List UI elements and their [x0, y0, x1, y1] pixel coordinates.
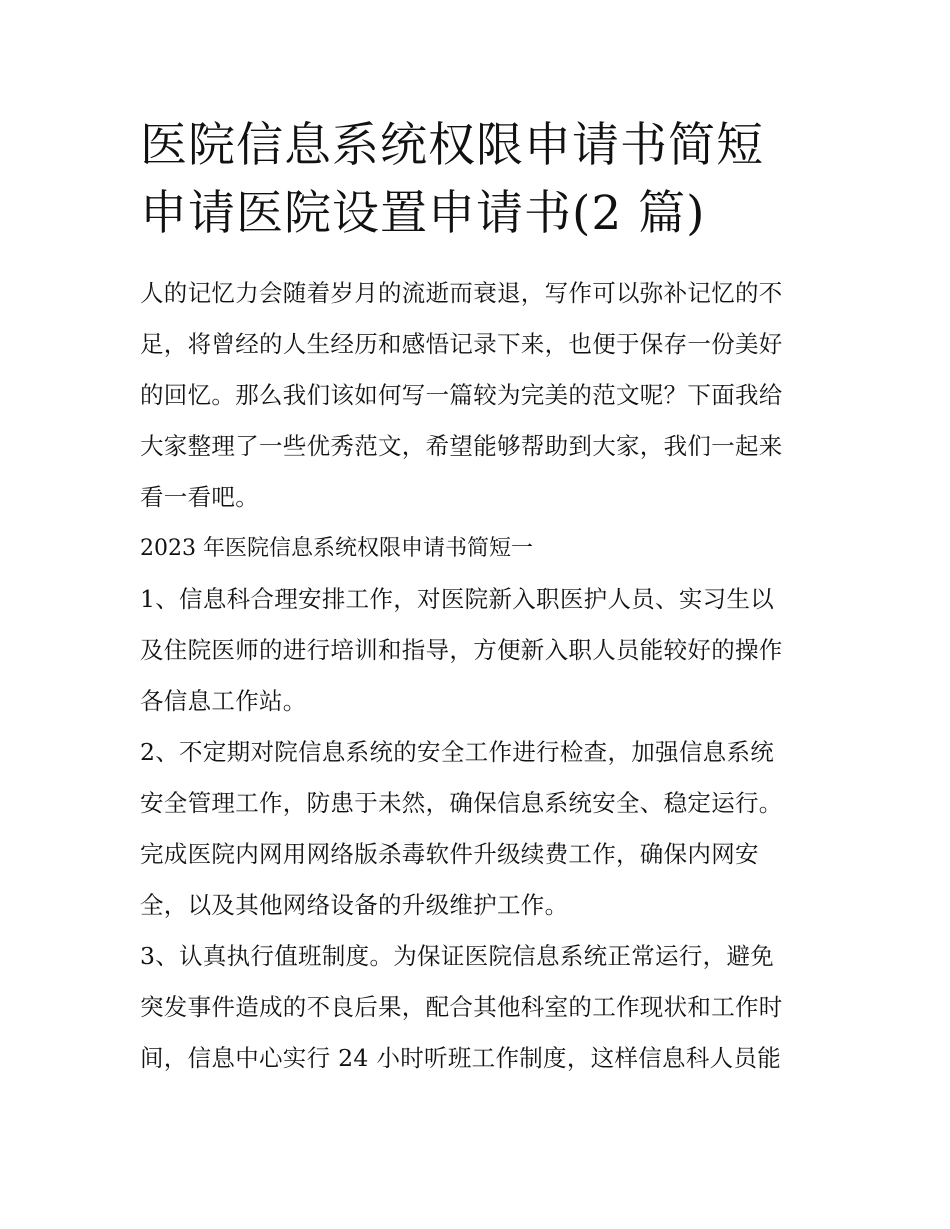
- list-item-2: [140, 727, 820, 931]
- intro-line: 大家整理了一些优秀范文，希望能够帮助到大家，我们一起来: [140, 432, 783, 460]
- intro-paragraph: [140, 268, 820, 523]
- title-line-2: 申请医院设置申请书(2 篇): [140, 186, 706, 241]
- paragraph-line: 2、不定期对院信息系统的安全工作进行检查，加强信息系统: [140, 738, 775, 766]
- intro-line: 人的记忆力会随着岁月的流逝而衰退，写作可以弥补记忆的不: [140, 279, 783, 307]
- list-item-1: [140, 574, 820, 727]
- paragraph-line: 间，信息中心实行 24 小时听班工作制度，这样信息科人员能: [140, 1044, 782, 1072]
- paragraph-line: 完成医院内网用网络版杀毒软件升级续费工作，确保内网安: [140, 840, 759, 868]
- paragraph-line: 3、认真执行值班制度。为保证医院信息系统正常运行，避免: [140, 942, 775, 970]
- paragraph-line: 及住院医师的进行培训和指导，方便新入职人员能较好的操作: [140, 636, 783, 664]
- paragraph-line: 全，以及其他网络设备的升级维护工作。: [140, 891, 569, 919]
- paragraph-line: 1、信息科合理安排工作，对医院新入职医护人员、实习生以: [140, 585, 775, 613]
- paragraph-line: 突发事件造成的不良后果，配合其他科室的工作现状和工作时: [140, 993, 783, 1021]
- section-heading: 2023 年医院信息系统权限申请书简短一: [140, 536, 533, 561]
- list-item-3: [140, 931, 820, 1084]
- paragraph-line: 各信息工作站。: [140, 687, 307, 715]
- document-title: [140, 112, 820, 248]
- document-page: [140, 112, 820, 1084]
- intro-line: 看一看吧。: [140, 483, 259, 511]
- paragraph-line: 安全管理工作，防患于未然，确保信息系统安全、稳定运行。: [140, 789, 783, 817]
- title-line-1: 医院信息系统权限申请书简短: [140, 118, 764, 173]
- intro-line: 足，将曾经的人生经历和感悟记录下来，也便于保存一份美好: [140, 330, 783, 358]
- intro-line: 的回忆。那么我们该如何写一篇较为完美的范文呢？下面我给: [140, 381, 783, 409]
